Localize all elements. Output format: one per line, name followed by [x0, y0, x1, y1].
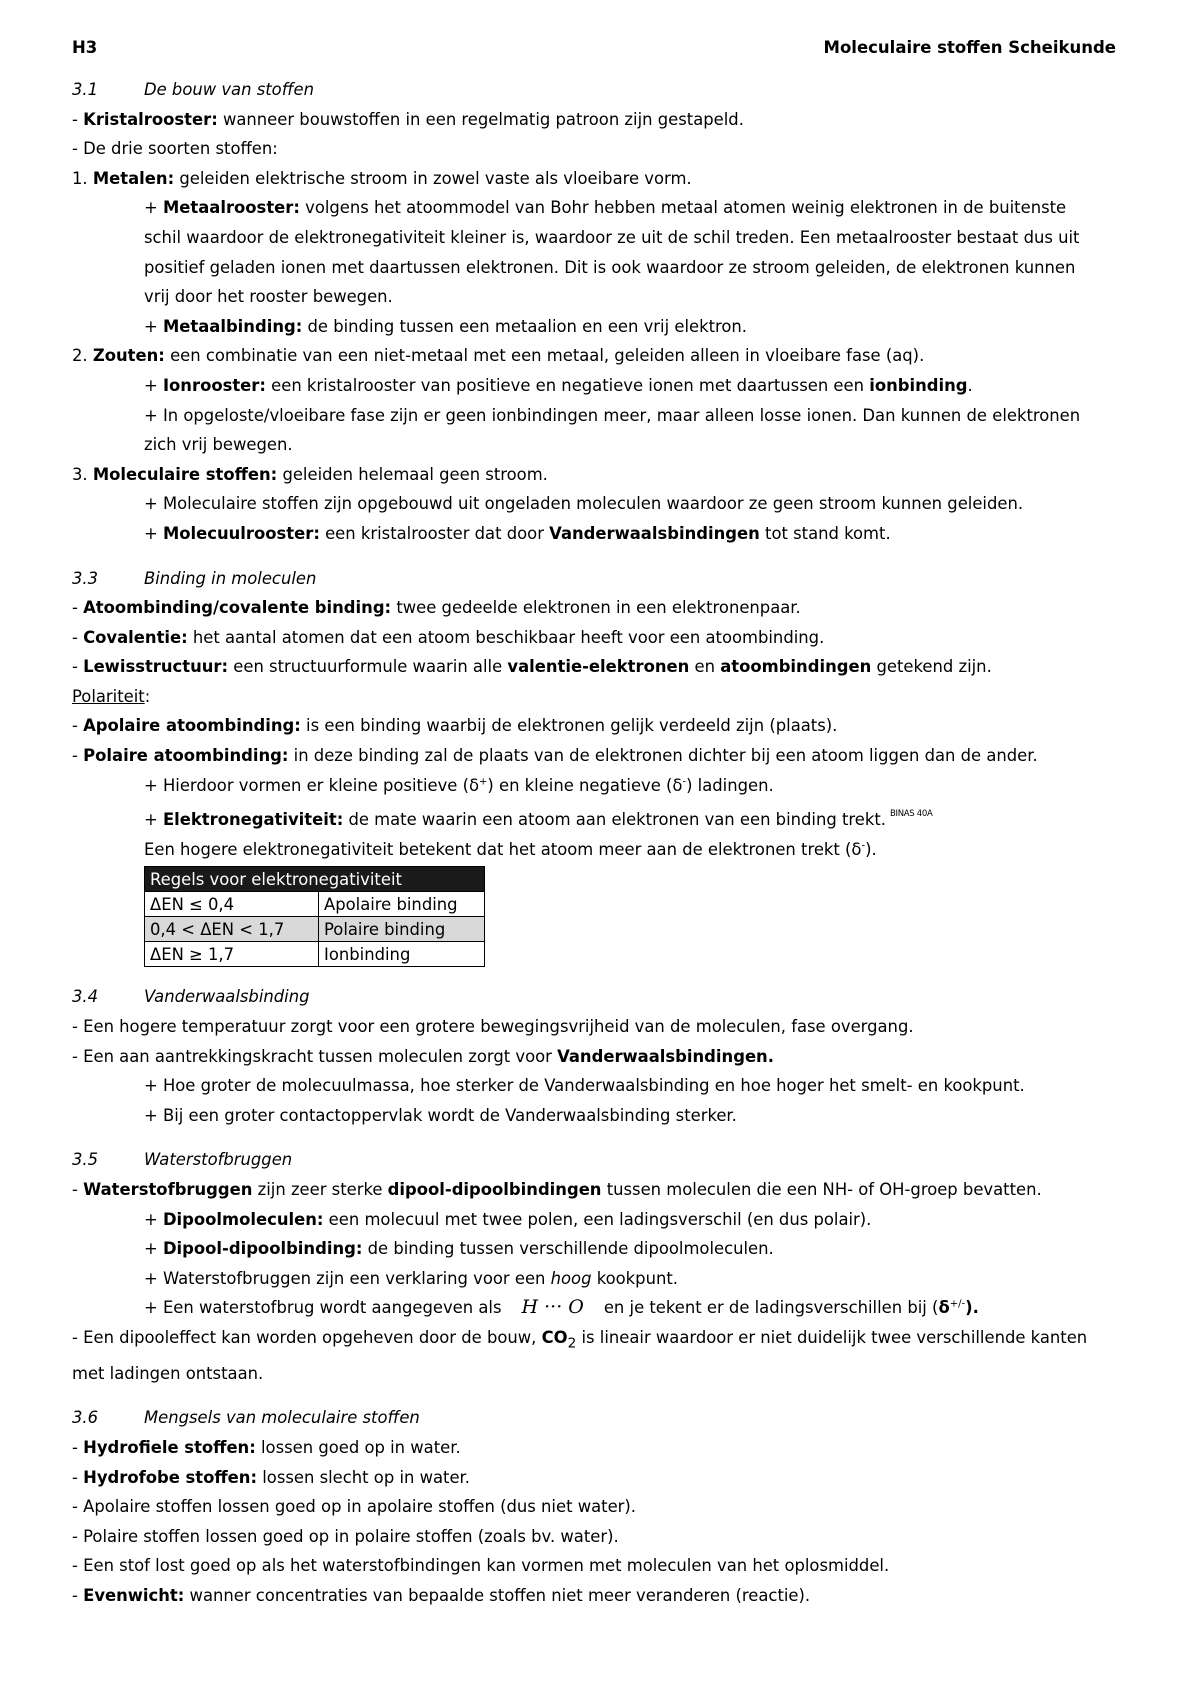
sub-hogere-en: Een hogere elektronegativiteit betekent dat het atoom meer aan de elektronen trekt (δ-).: [144, 839, 877, 859]
sub-elektronegativiteit: + Elektronegativiteit: de mate waarin een atoom aan elektronen van een binding trekt. $^{BINAS 40A}$: [144, 809, 933, 830]
sub-contactoppervlak: + Bij een groter contactoppervlak wordt de Vanderwaalsbinding sterker.: [144, 1105, 737, 1125]
sub-dipoolmoleculen: + Dipoolmoleculen: een molecuul met twee polen, een ladingsverschil (en dus polair).: [144, 1209, 872, 1229]
def-hydrofiel: - Hydrofiele stoffen: lossen goed op in water.: [72, 1438, 461, 1458]
binas-reference: BINAS 40A: [890, 809, 933, 820]
def-covalentie: - Covalentie: het aantal atomen dat een atoom beschikbaar heeft voor een atoombinding.: [72, 627, 825, 647]
sub-waterstofbrug-notatie: + Een waterstofbrug wordt aangegeven als H ··· O en je tekent er de ladingsverschillen bij (δ+/-).: [144, 1296, 979, 1319]
sub-dipool-dipoolbinding: + Dipool-dipoolbinding: de binding tussen verschillende dipoolmoleculen.: [144, 1239, 774, 1259]
page-header: [72, 38, 1116, 62]
section-heading-3-4: 3.4 Vanderwaalsbinding: [72, 987, 310, 1007]
line-apolaire-stoffen: - Apolaire stoffen lossen goed op in apolaire stoffen (dus niet water).: [72, 1497, 637, 1517]
sub-ladingen: + Hierdoor vormen er kleine positieve (δ+) en kleine negatieve (δ-) ladingen.: [144, 775, 774, 795]
def-apolaire: - Apolaire atoombinding: is een binding waarbij de elektronen gelijk verdeeld zijn (plaats).: [72, 716, 838, 736]
chapter-label: H3: [72, 38, 98, 57]
def-atoombinding: - Atoombinding/covalente binding: twee gedeelde elektronen in een elektronenpaar.: [72, 598, 801, 618]
def-polaire: - Polaire atoombinding: in deze binding zal de plaats van de elektronen dichter bij een atoom liggen dan de ander.: [72, 746, 1038, 766]
item-zouten: 2. Zouten: een combinatie van een niet-metaal met een metaal, geleiden alleen in vloeibare fase (aq).: [72, 346, 925, 366]
item-moleculaire: 3. Moleculaire stoffen: geleiden helemaal geen stroom.: [72, 464, 548, 484]
section-heading-3-6: 3.6 Mengsels van moleculaire stoffen: [72, 1408, 420, 1428]
header-title: Moleculaire stoffen Scheikunde: [823, 38, 1116, 57]
table-row: ΔEN ≥ 1,7 Ionbinding: [145, 942, 485, 967]
line-soorten: - De drie soorten stoffen:: [72, 139, 278, 159]
sub-ionrooster: + Ionrooster: een kristalrooster van positieve en negatieve ionen met daartussen een ionbinding.: [144, 375, 973, 395]
def-kristalrooster: - Kristalrooster: wanneer bouwstoffen in een regelmatig patroon zijn gestapeld.: [72, 109, 744, 129]
def-evenwicht: - Evenwicht: wanner concentraties van bepaalde stoffen niet meer veranderen (reactie).: [72, 1586, 811, 1605]
sub-molecuulmassa: + Hoe groter de molecuulmassa, hoe sterker de Vanderwaalsbinding en hoe hoger het smelt- en kookpunt.: [144, 1076, 1025, 1096]
table-row: 0,4 < ΔEN < 1,7 Polaire binding: [145, 917, 485, 942]
line-oplosmiddel: - Een stof lost goed op als het waterstofbindingen kan vormen met moleculen van het oplosmiddel.: [72, 1556, 890, 1576]
sub-metaalbinding: + Metaalbinding: de binding tussen een metaalion en een vrij elektron.: [144, 316, 748, 336]
sub-moleculaire-1: + Moleculaire stoffen zijn opgebouwd uit ongeladen moleculen waardoor ze geen stroom kunnen geleiden.: [144, 494, 1024, 514]
line-aantrekking: - Een aan aantrekkingskracht tussen moleculen zorgt voor Vanderwaalsbindingen.: [72, 1046, 774, 1066]
sub-opgeloste: + In opgeloste/vloeibare fase zijn er geen ionbindingen meer, maar alleen losse ionen. Dan kunnen de elektronen zich vrij bewegen.: [144, 405, 1081, 455]
table-row: ΔEN ≤ 0,4 Apolaire binding: [145, 892, 485, 917]
def-waterstofbruggen: - Waterstofbruggen zijn zeer sterke dipool-dipoolbindingen tussen moleculen die een NH- of OH-groep bevatten.: [72, 1180, 1042, 1199]
electronegativity-rules-table: [144, 866, 485, 967]
line-temperatuur: - Een hogere temperatuur zorgt voor een grotere bewegingsvrijheid van de moleculen, fase overgang.: [72, 1017, 914, 1037]
section-heading-3-5: 3.5 Waterstofbruggen: [72, 1150, 293, 1170]
def-hydrofoob: - Hydrofobe stoffen: lossen slecht op in water.: [72, 1467, 470, 1487]
line-polaire-stoffen: - Polaire stoffen lossen goed op in polaire stoffen (zoals bv. water).: [72, 1526, 619, 1546]
subheading-polariteit: Polariteit:: [72, 686, 151, 706]
item-metalen: 1. Metalen: geleiden elektrische stroom in zowel vaste als vloeibare vorm.: [72, 168, 692, 188]
h-bond-formula: H ··· O: [521, 1296, 584, 1319]
line-dipooleffect: - Een dipooleffect kan worden opgeheven door de bouw, $CO_2$ is lineair waardoor er niet duidelijk twee verschillende kanten met ladingen ontstaan.: [72, 1327, 1088, 1383]
table-header: Regels voor elektronegativiteit: [145, 867, 485, 892]
section-heading-3-1: 3.1 De bouw van stoffen: [72, 80, 314, 99]
notes-body: [72, 75, 1122, 1611]
section-heading-3-3: 3.3 Binding in moleculen: [72, 568, 317, 588]
sub-metaalrooster: + Metaalrooster: volgens het atoommodel van Bohr hebben metaal atomen weinig elektronen in de buitenste schil waardoor de elektronegativiteit kleiner is, waardoor ze uit de schil treden. Een metaalrooster bestaat dus uit positief geladen ionen met daartussen elektronen. Dit is ook waardoor ze stroom geleiden, de elektronen kunnen vrij door het rooster bewegen.: [144, 198, 1080, 307]
sub-kookpunt: + Waterstofbruggen zijn een verklaring voor een hoog kookpunt.: [144, 1268, 678, 1288]
def-lewisstructuur: - Lewisstructuur: een structuurformule waarin alle valentie-elektronen en atoombindingen getekend zijn.: [72, 657, 992, 677]
sub-molecuulrooster: + Molecuulrooster: een kristalrooster dat door Vanderwaalsbindingen tot stand komt.: [144, 523, 891, 543]
